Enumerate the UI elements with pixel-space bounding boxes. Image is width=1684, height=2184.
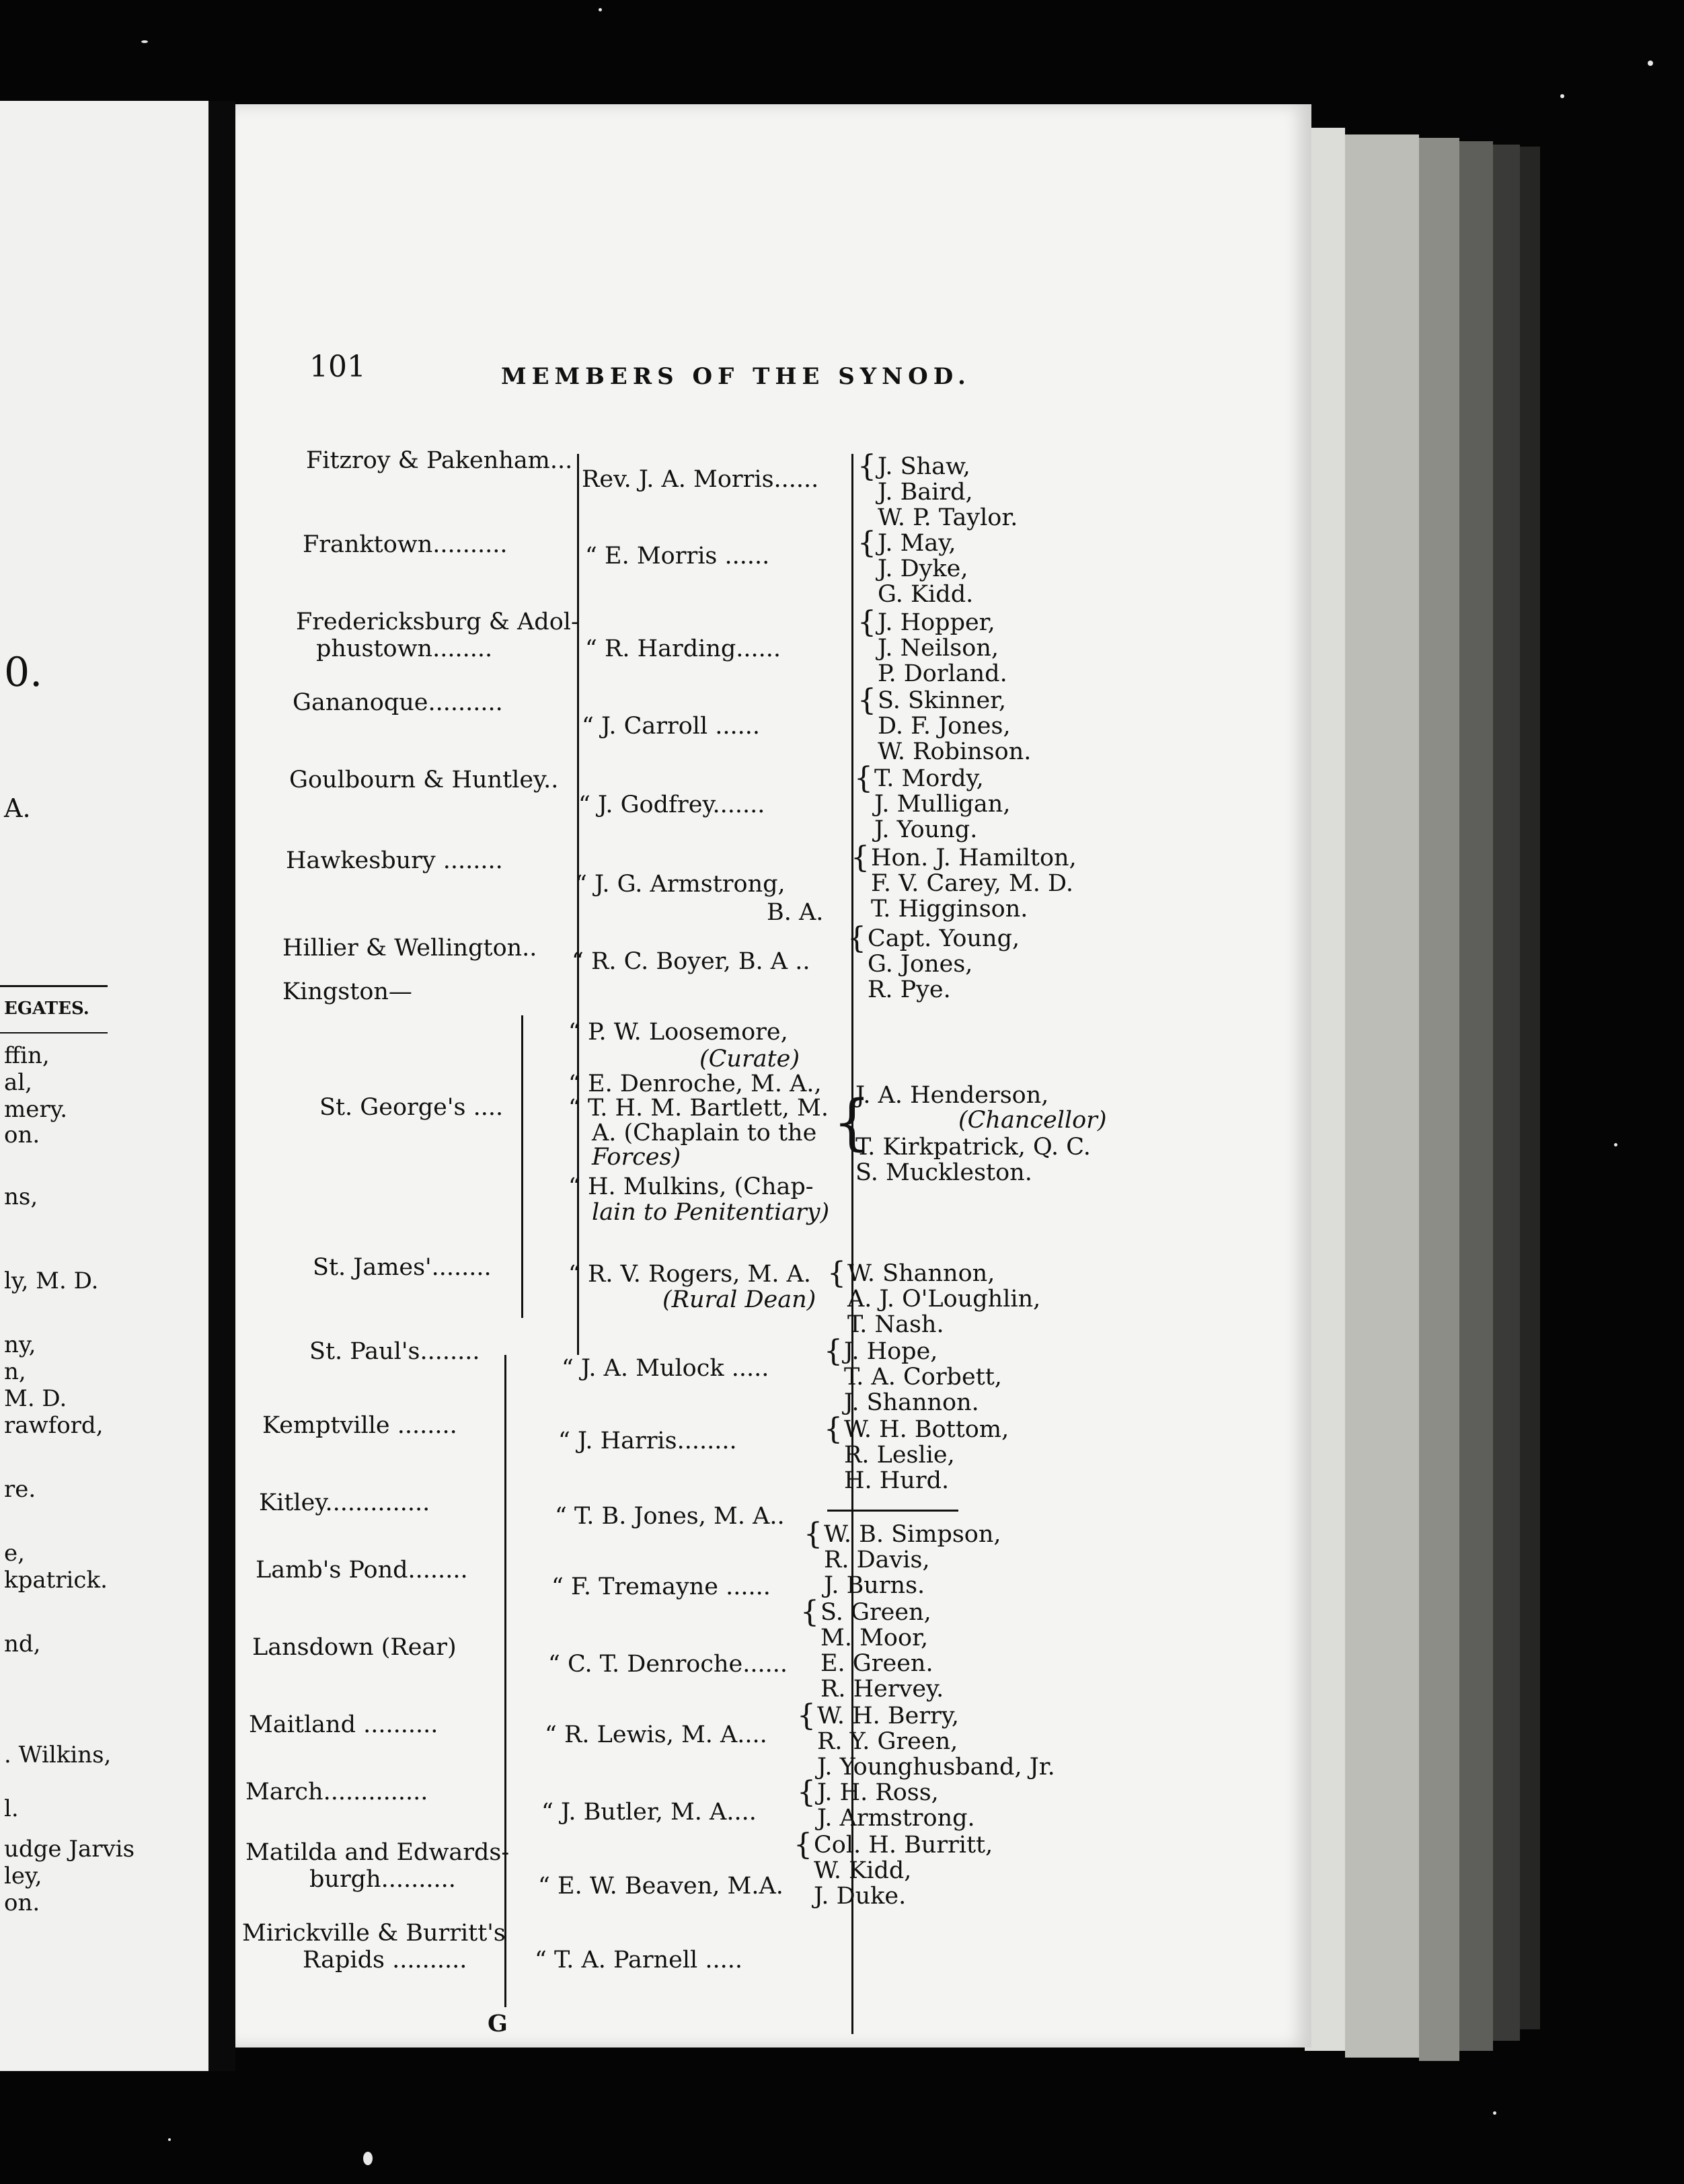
page-edge [1419,138,1459,2061]
left-fragment-line: e, [4,1540,25,1567]
delegate: T. Kirkpatrick, Q. C. [855,1134,1091,1161]
brace: { [857,605,876,639]
page-edge [1493,145,1520,2041]
brace: { [847,921,866,956]
parish-name: Hillier & Wellington.. [282,935,537,962]
delegate: J. Hope, [844,1338,938,1365]
left-fragment-line: A. [4,793,31,823]
kingston-heading: Kingston— [282,978,412,1005]
delegate: A. J. O'Loughlin, [847,1286,1041,1313]
delegate: R. Leslie, [844,1442,955,1469]
delegate: W. Robinson. [878,738,1032,765]
delegate: W. H. Berry, [817,1703,960,1729]
brace: { [794,1828,812,1862]
clergy-name: “ T. B. Jones, M. A.. [555,1503,785,1530]
delegate: F. V. Carey, M. D. [871,870,1073,897]
parish-name: Kemptville ........ [262,1412,457,1439]
delegate: J. Shaw, [878,453,970,480]
delegate: Col. H. Burritt, [814,1832,993,1859]
parish-name: Lansdown (Rear) [252,1634,457,1661]
delegate: R. Y. Green, [817,1728,958,1755]
clergy-name: “ C. T. Denroche...... [548,1651,788,1678]
parish-name: Rapids .......... [303,1947,467,1974]
clergy-name: “ R. V. Rogers, M. A. [568,1261,812,1288]
brace: { [857,683,876,717]
dust-speck [363,2152,373,2165]
delegate: R. Davis, [824,1547,930,1573]
clergy-name: “ F. Tremayne ...... [551,1573,771,1600]
left-fragment-rule [0,985,108,987]
delegate: R. Pye. [868,976,951,1003]
delegate: J. Younghusband, Jr. [817,1754,1055,1781]
clergy-note: (Rural Dean) [662,1286,816,1313]
left-fragment-line: on. [4,1889,40,1916]
page-edge [1520,147,1540,2029]
left-fragment-line: nd, [4,1631,41,1658]
dust-speck [141,40,148,43]
delegate: J. May, [878,530,956,557]
delegate: H. Hurd. [844,1467,950,1494]
left-fragment-rule [0,1032,108,1034]
clergy-name: “ J. Godfrey....... [578,791,765,818]
clergy-name: “ R. C. Boyer, B. A .. [572,948,810,975]
delegate: J. H. Ross, [817,1779,939,1806]
delegate-note: (Chancellor) [958,1107,1107,1134]
parish-name: burgh.......... [309,1866,456,1893]
delegate: G. Kidd. [878,581,974,608]
running-title: MEMBERS OF THE SYNOD. [501,363,971,390]
clergy-note: lain to Penitentiary) [592,1199,830,1226]
parish-name: Mirickville & Burritt's [242,1920,506,1947]
delegate: S. Skinner, [878,687,1007,714]
delegate: W. Kidd, [814,1857,912,1884]
brace: { [824,1412,843,1446]
delegate: S. Green, [820,1599,931,1626]
left-fragment-line: on. [4,1122,40,1148]
column-rule [577,454,579,1355]
parish-name: Gananoque.......... [293,689,503,716]
parish-name: Kitley.............. [259,1489,430,1516]
parish-name: Goulbourn & Huntley.. [289,767,559,793]
left-fragment-line: ley, [4,1863,42,1889]
clergy-note: (Curate) [699,1046,800,1072]
dust-speck [1614,1143,1617,1146]
delegate: J. A. Henderson, [855,1082,1049,1109]
clergy-name: “ T. A. Parnell ..... [535,1947,742,1974]
clergy-name: “ E. Morris ...... [585,543,770,570]
left-fragment-line: al, [4,1069,32,1096]
delegate: Capt. Young, [868,925,1020,952]
page-edge [1459,141,1493,2051]
left-fragment-line: l. [4,1795,19,1822]
delegate: J. Duke. [814,1883,907,1910]
dust-speck [1493,2111,1496,2115]
parish-name: Fitzroy & Pakenham... [306,447,573,474]
delegate: J. Neilson, [878,635,999,662]
left-fragment-line: udge Jarvis [4,1836,135,1863]
clergy-name: “ P. W. Loosemore, [568,1019,788,1046]
dust-speck [168,2138,171,2141]
delegate: J. Dyke, [878,555,968,582]
left-fragment-line: re. [4,1476,36,1503]
parish-name: St. Paul's........ [309,1338,480,1365]
book-gutter [208,101,235,2071]
delegate: M. Moor, [820,1625,929,1651]
left-fragment-line: ffin, [4,1042,50,1069]
column-rule [504,1355,506,2007]
delegate: T. Higginson. [871,896,1028,923]
clergy-name: “ R. Harding...... [585,635,781,662]
delegate: W. Shannon, [847,1260,995,1287]
clergy-name: “ J. G. Armstrong, [575,871,786,898]
delegate: W. B. Simpson, [824,1521,1001,1548]
signature-mark: G [488,2010,508,2037]
clergy-name: “ E. W. Beaven, M.A. [538,1873,783,1900]
delegate: J. Armstrong. [817,1805,975,1832]
page-number: 101 [309,350,366,384]
left-fragment-line: EGATES. [4,999,89,1019]
delegate: E. Green. [820,1650,933,1677]
left-fragment-line: ny, [4,1331,36,1358]
left-page-fragment [0,101,211,2071]
brace: { [857,449,876,483]
dust-speck [1560,94,1564,98]
delegate: W. P. Taylor. [878,504,1018,531]
delegate: J. Shannon. [844,1389,979,1416]
left-fragment-line: M. D. [4,1385,67,1412]
brace: { [833,1087,872,1158]
section-rule [827,1510,958,1512]
parish-name: Franktown.......... [303,531,508,558]
right-page [235,104,1311,2048]
parish-name: St. George's .... [319,1094,504,1121]
left-fragment-line: 0. [4,649,43,696]
clergy-name: “ J. Butler, M. A.... [541,1799,757,1826]
clergy-name: “ T. H. M. Bartlett, M. [568,1095,829,1122]
clergy-note: Forces) [592,1144,681,1171]
clergy-name: “ H. Mulkins, (Chap- [568,1173,814,1200]
parish-name: March.............. [245,1779,428,1805]
left-fragment-line: rawford, [4,1412,104,1439]
clergy-name: “ J. Harris........ [558,1428,737,1454]
dust-speck [599,8,602,11]
brace: { [797,1775,816,1809]
delegate: T. Nash. [847,1311,944,1338]
parish-name: Lamb's Pond........ [256,1557,468,1584]
delegate: J. Burns. [824,1572,925,1599]
delegate: W. H. Bottom, [844,1416,1009,1443]
delegate: J. Young. [874,816,978,843]
page-edge [1345,134,1419,2058]
left-fragment-line: ly, M. D. [4,1268,99,1294]
delegate: J. Hopper, [878,609,995,636]
left-fragment-line: . Wilkins, [4,1742,112,1768]
brace: { [851,841,870,875]
delegate: D. F. Jones, [878,713,1011,740]
dust-speck [1648,61,1653,66]
left-fragment-line: mery. [4,1096,68,1123]
parish-name: Fredericksburg & Adol- [296,609,579,635]
delegate: T. A. Corbett, [844,1364,1002,1391]
clergy-name: “ J. Carroll ...... [582,713,761,740]
left-fragment-line: kpatrick. [4,1567,108,1594]
clergy-degree: B. A. [767,899,824,926]
clergy-name: “ E. Denroche, M. A., [568,1070,822,1097]
brace: { [804,1517,822,1551]
clergy-note: A. (Chaplain to the [592,1120,817,1146]
delegate: Hon. J. Hamilton, [871,845,1077,871]
kingston-brace-line [521,1015,523,1318]
delegate: R. Hervey. [820,1676,944,1703]
brace: { [827,1256,846,1290]
left-fragment-line: n, [4,1358,26,1385]
parish-name: phustown........ [316,635,493,662]
clergy-name: “ R. Lewis, M. A.... [545,1721,767,1748]
brace: { [854,761,873,795]
brace: { [800,1595,819,1629]
clergy-name: Rev. J. A. Morris...... [582,466,819,493]
delegate: P. Dorland. [878,660,1007,687]
clergy-name: “ J. A. Mulock ..... [562,1355,769,1382]
parish-name: Hawkesbury ........ [286,847,503,874]
delegate: J. Baird, [878,479,973,506]
brace: { [824,1334,843,1368]
delegate: T. Mordy, [874,765,984,792]
left-fragment-line: ns, [4,1183,38,1210]
delegate: S. Muckleston. [855,1159,1032,1186]
brace: { [797,1699,816,1733]
delegate: J. Mulligan, [874,791,1011,818]
brace: { [857,526,876,560]
parish-name: St. James'........ [313,1254,492,1281]
parish-name: Maitland .......... [249,1711,438,1738]
delegate: G. Jones, [868,951,973,978]
parish-name: Matilda and Edwards- [245,1839,510,1866]
